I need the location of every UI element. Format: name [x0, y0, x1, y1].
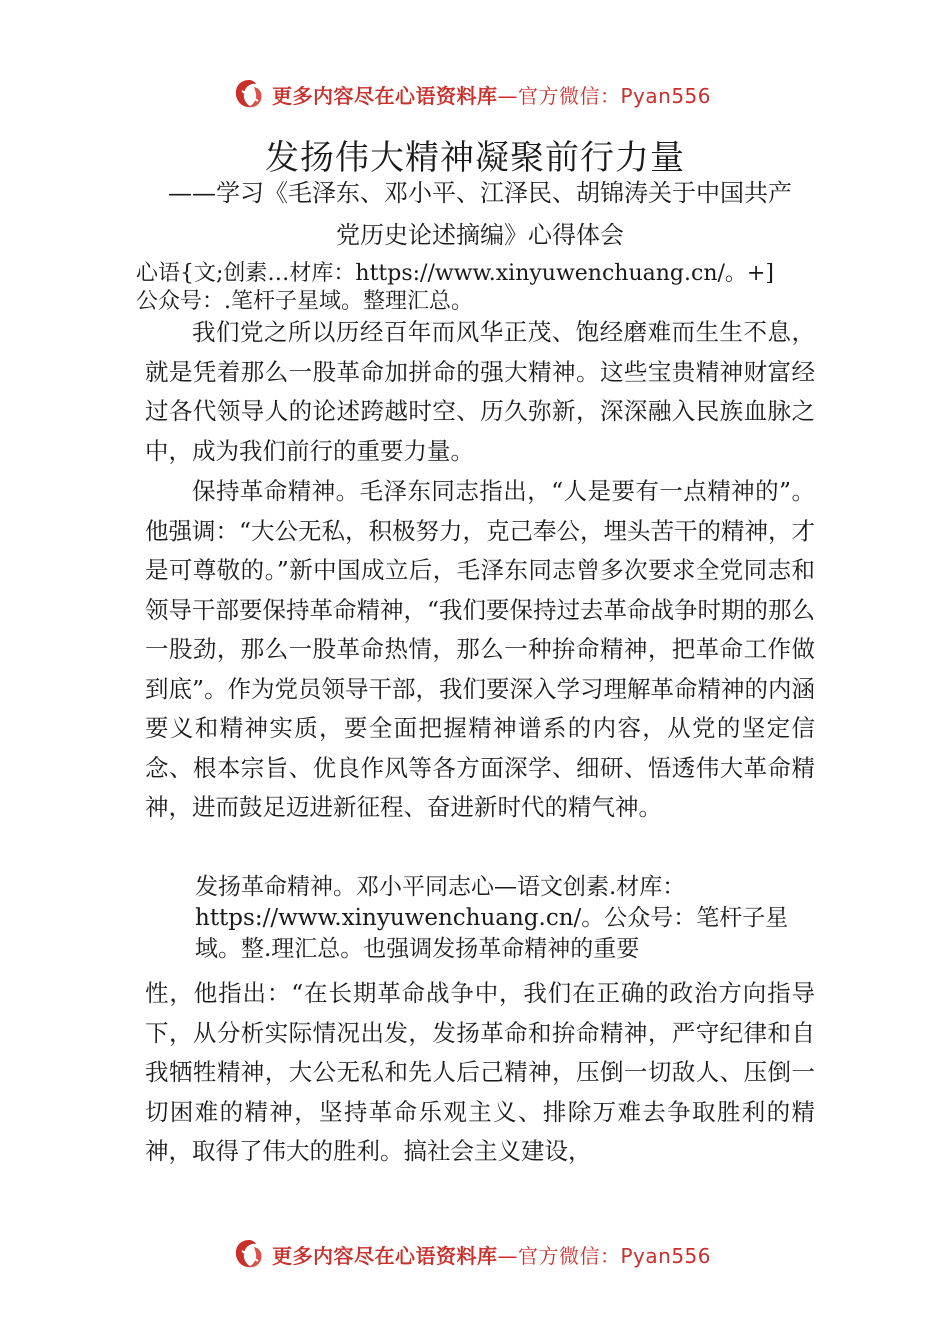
- paragraph-intro: 我们党之所以历经百年而风华正茂、饱经磨难而生生不息，就是凭着那么一股革命加拼命的强大精神。这些宝贵精神财富经过各代领导人的论述跨越时空、历久弥新，深深融入民族血脉之中，成为我们前行的重要力量。: [145, 318, 815, 465]
- banner-text: 更多内容尽在心语资料库—官方微信：Pyan556: [272, 83, 712, 108]
- paragraph-carry-forward-body: 性，他指出：“在长期革命战争中，我们在正确的政治方向指导下，从分析实际情况出发，发扬革命和拚命精神，严守纪律和自我牺牲精神，大公无私和先人后己精神，压倒一切敌人、压倒一切困难的精神，坚持革命乐观主义、排除万难去争取胜利的精神，取得了伟大的胜利。搞社会主义建设，: [145, 979, 815, 1165]
- source-note-line2: 公众号：.笔杆子星域。整理汇总。: [136, 289, 473, 314]
- header-banner: [232, 76, 711, 112]
- banner-text: 更多内容尽在心语资料库—官方微信：Pyan556: [272, 1243, 712, 1268]
- paragraph-maintain-spirit: 保持革命精神。毛泽东同志指出，“人是要有一点精神的”。他强调：“大公无私，积极努力，克己奉公，埋头苦干的精神，才是可尊敬的。”新中国成立后，毛泽东同志曾多次要求全党同志和领导干部要保持革命精神，“我们要保持过去革命战争时期的那么一股劲，那么一股革命热情，那么一种拚命精神，把革命工作做到底”。作为党员领导干部，我们要深入学习理解革命精神的内涵要义和精神实质，要全面把握精神谱系的内容，从党的坚定信念、根本宗旨、优良作风等各方面深学、细研、悟透伟大革命精神，进而鼓足迈进新征程、奋进新时代的精气神。: [145, 477, 816, 821]
- document-subtitle-line1: ——学习《毛泽东、邓小平、江泽民、胡锦涛关于中国共产: [168, 179, 792, 207]
- footer-banner: [232, 1236, 711, 1272]
- banner-wechat: —官方微信：Pyan556: [497, 83, 712, 108]
- document-title: 发扬伟大精神凝聚前行力量: [265, 138, 685, 178]
- brand-logo-icon: [232, 77, 266, 111]
- source-note-line1: 心语{文;创素…材库：https://www.xinyuwenchuang.cn/。+]: [136, 261, 774, 286]
- document-subtitle-line2: 党历史论述摘编》心得体会: [336, 221, 624, 249]
- paragraph-carry-forward-head: 发扬革命精神。邓小平同志心—语文创素.材库：https://www.xinyuwenchuang.cn/。公众号：笔杆子星域。整.理汇总。也强调发扬革命精神的重要: [195, 874, 789, 962]
- banner-wechat: —官方微信：Pyan556: [497, 1243, 712, 1268]
- brand-logo-icon: [232, 1237, 266, 1271]
